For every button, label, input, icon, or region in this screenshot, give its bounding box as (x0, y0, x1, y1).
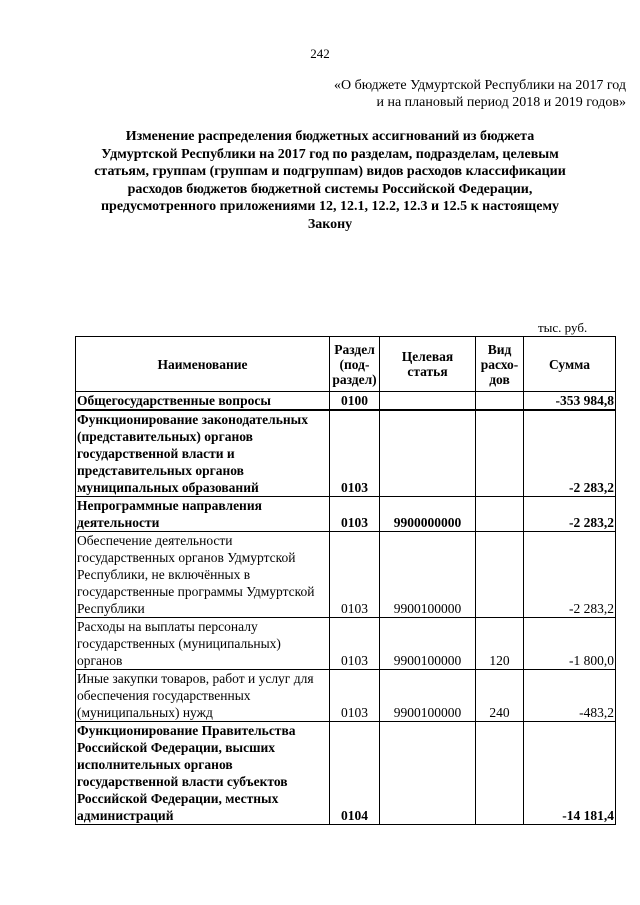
cell-sum: -1 800,0 (524, 618, 616, 670)
cell-target (380, 392, 476, 411)
table-row (76, 410, 616, 497)
table-header-row (76, 337, 616, 392)
table-row (76, 722, 616, 825)
cell-sum: -2 283,2 (524, 410, 616, 497)
cell-name: Общегосударственные вопросы (76, 392, 330, 411)
table-row (76, 392, 616, 411)
header-sum: Сумма (524, 337, 616, 392)
cell-type (476, 722, 524, 825)
table-row (76, 618, 616, 670)
law-title-line-2: и на плановый период 2018 и 2019 годов» (376, 95, 626, 110)
table-row (76, 670, 616, 722)
cell-section: 0100 (330, 392, 380, 411)
cell-section: 0103 (330, 618, 380, 670)
cell-target: 9900100000 (380, 618, 476, 670)
header-name: Наименование (76, 337, 330, 392)
table-row (76, 532, 616, 618)
law-title-line-1: «О бюджете Удмуртской Республики на 2017 год (333, 78, 626, 93)
table-row (76, 497, 616, 532)
header-type: Вид расхо-дов (476, 337, 524, 392)
cell-section: 0103 (330, 410, 380, 497)
cell-target: 9900100000 (380, 532, 476, 618)
cell-type: 240 (476, 670, 524, 722)
cell-target: 9900000000 (380, 497, 476, 532)
document-title-line: расходов бюджетов бюджетной системы Российской Федерации, (127, 181, 533, 197)
cell-sum: -353 984,8 (524, 392, 616, 411)
cell-sum: -2 283,2 (524, 532, 616, 618)
cell-type (476, 532, 524, 618)
cell-target: 9900100000 (380, 670, 476, 722)
document-title-line: статьям, группам (группам и подгруппам) видов расходов классификации (94, 164, 566, 179)
header-target: Целевая статья (380, 337, 476, 392)
cell-section: 0104 (330, 722, 380, 825)
header-section: Раздел (под-раздел) (330, 337, 380, 392)
cell-sum: -2 283,2 (524, 497, 616, 532)
cell-sum: -483,2 (524, 670, 616, 722)
cell-name: Расходы на выплаты персоналу государственных (муниципальных) органов (76, 618, 330, 670)
cell-type (476, 392, 524, 411)
cell-target (380, 410, 476, 497)
budget-table (75, 336, 616, 825)
page-number: 242 (310, 46, 330, 61)
document-title-line: Закону (307, 216, 353, 232)
cell-type: 120 (476, 618, 524, 670)
cell-name: Функционирование Правительства Российской Федерации, высших исполнительных органов государственной власти субъектов Российской Федерации, местных администраций (76, 722, 330, 825)
document-title-line: Удмуртской Республики на 2017 год по разделам, подразделам, целевым (101, 146, 559, 162)
document-title (88, 128, 572, 233)
cell-section: 0103 (330, 497, 380, 532)
cell-sum: -14 181,4 (524, 722, 616, 825)
cell-name: Иные закупки товаров, работ и услуг для обеспечения государственных (муниципальных) нужд (76, 670, 330, 722)
cell-target (380, 722, 476, 825)
units-label: тыс. руб. (538, 320, 588, 335)
document-title-line: предусмотренного приложениями 12, 12.1, 12.2, 12.3 и 12.5 к настоящему (100, 199, 559, 214)
cell-type (476, 410, 524, 497)
cell-section: 0103 (330, 670, 380, 722)
cell-type (476, 497, 524, 532)
cell-section: 0103 (330, 532, 380, 618)
document-title-line: Изменение распределения бюджетных ассигнований из бюджета (125, 129, 535, 144)
cell-name: Непрограммные направления деятельности (76, 497, 330, 532)
cell-name: Функционирование законодательных (представительных) органов государственной власти и представительных органов муниципальных образований (76, 410, 330, 497)
cell-name: Обеспечение деятельности государственных органов Удмуртской Республики, не включённых в государственные программы Удмуртской Республики (76, 532, 330, 618)
law-title (334, 77, 626, 111)
